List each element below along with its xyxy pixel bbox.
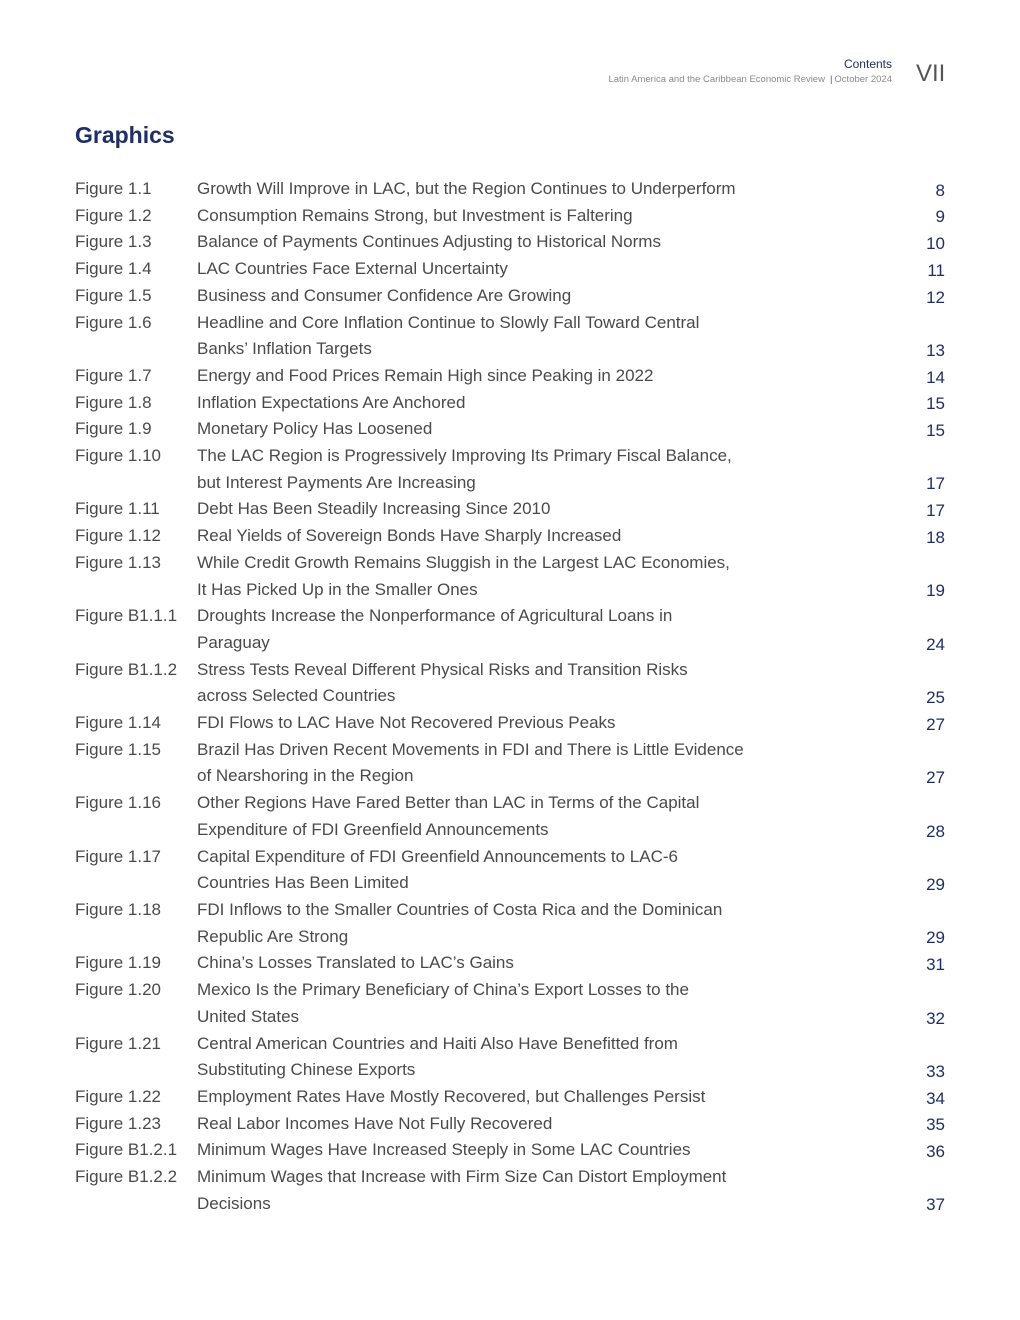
figure-title-line: Droughts Increase the Nonperformance of Agricultural Loans in bbox=[197, 606, 673, 626]
toc-entry[interactable] bbox=[75, 1164, 945, 1217]
figure-label: Figure B1.2.2 bbox=[75, 1167, 178, 1187]
figure-title-line: The LAC Region is Progressively Improving Its Primary Fiscal Balance, bbox=[197, 446, 732, 466]
figure-title bbox=[197, 1111, 787, 1138]
figure-title-line: across Selected Countries bbox=[197, 686, 396, 706]
figure-title-line: Inflation Expectations Are Anchored bbox=[197, 392, 466, 412]
toc-entry[interactable] bbox=[75, 443, 945, 496]
page-reference[interactable]: 15 bbox=[926, 421, 945, 441]
figure-title-line: Headline and Core Inflation Continue to Slowly Fall Toward Central bbox=[197, 312, 700, 332]
page-reference[interactable]: 11 bbox=[927, 260, 945, 280]
figure-title-line: Minimum Wages Have Increased Steeply in Some LAC Countries bbox=[197, 1140, 691, 1160]
figure-title bbox=[197, 523, 787, 550]
header-report-title: Latin America and the Caribbean Economic Review bbox=[608, 74, 825, 85]
figure-title bbox=[197, 1137, 787, 1164]
figure-label: Figure 1.2 bbox=[75, 205, 152, 225]
figure-label: Figure 1.15 bbox=[75, 739, 161, 759]
figure-title-line: Central American Countries and Haiti Also Have Benefitted from bbox=[197, 1033, 678, 1053]
figure-title bbox=[197, 229, 787, 256]
header-date: October 2024 bbox=[834, 74, 892, 85]
figure-title-line: Growth Will Improve in LAC, but the Region Continues to Underperform bbox=[197, 179, 736, 198]
figure-label: Figure 1.5 bbox=[75, 285, 152, 305]
figure-title-line: Stress Tests Reveal Different Physical Risks and Transition Risks bbox=[197, 659, 688, 679]
figure-title-line: Consumption Remains Strong, but Investment is Faltering bbox=[197, 205, 633, 225]
figure-label: Figure 1.3 bbox=[75, 232, 152, 252]
page-reference[interactable]: 17 bbox=[926, 501, 945, 521]
figure-title bbox=[197, 496, 787, 523]
figure-label: Figure 1.22 bbox=[75, 1086, 161, 1106]
figure-title-line: but Interest Payments Are Increasing bbox=[197, 472, 476, 492]
toc-entry[interactable] bbox=[75, 310, 945, 363]
toc-entry[interactable] bbox=[75, 416, 945, 443]
figure-title bbox=[197, 657, 787, 710]
figure-label: Figure 1.7 bbox=[75, 365, 152, 385]
figure-title-line: Monetary Policy Has Loosened bbox=[197, 419, 433, 439]
header-separator: | bbox=[829, 74, 833, 85]
page-reference[interactable]: 9 bbox=[935, 207, 945, 227]
toc-entry[interactable] bbox=[75, 790, 945, 843]
page-reference[interactable]: 24 bbox=[926, 634, 945, 654]
page-reference[interactable]: 19 bbox=[926, 581, 945, 601]
graphics-list bbox=[75, 176, 945, 1217]
figure-title bbox=[197, 1084, 787, 1111]
page-reference[interactable]: 8 bbox=[935, 180, 945, 200]
running-header bbox=[608, 57, 892, 88]
figure-title-line: FDI Flows to LAC Have Not Recovered Previous Peaks bbox=[197, 713, 616, 733]
figure-title bbox=[197, 1031, 787, 1084]
figure-label: Figure 1.6 bbox=[75, 312, 152, 332]
figure-title-line: Energy and Food Prices Remain High since Peaking in 2022 bbox=[197, 365, 654, 385]
figure-title-line: Capital Expenditure of FDI Greenfield Announcements to LAC-6 bbox=[197, 846, 678, 866]
figure-title-line: Other Regions Have Fared Better than LAC in Terms of the Capital bbox=[197, 793, 700, 813]
figure-label: Figure 1.18 bbox=[75, 899, 161, 919]
page-reference[interactable]: 34 bbox=[926, 1088, 945, 1108]
figure-label: Figure B1.2.1 bbox=[75, 1140, 178, 1160]
figure-title-line: While Credit Growth Remains Sluggish in the Largest LAC Economies, bbox=[197, 552, 730, 572]
figure-title-line: Decisions bbox=[197, 1193, 271, 1213]
figure-label: Figure 1.21 bbox=[75, 1033, 161, 1053]
figure-title-line: Substituting Chinese Exports bbox=[197, 1060, 416, 1080]
figure-title bbox=[197, 550, 787, 603]
figure-title bbox=[197, 416, 787, 443]
toc-entry[interactable] bbox=[75, 550, 945, 603]
header-section-title: Contents bbox=[843, 57, 892, 71]
figure-title bbox=[197, 443, 787, 496]
toc-entry[interactable] bbox=[75, 1137, 945, 1164]
figure-title bbox=[197, 603, 787, 656]
page-reference[interactable]: 35 bbox=[926, 1115, 945, 1135]
figure-title bbox=[197, 844, 787, 897]
toc-entry[interactable] bbox=[75, 710, 945, 737]
figure-title-line: Minimum Wages that Increase with Firm Size Can Distort Employment bbox=[197, 1167, 727, 1187]
page-reference[interactable]: 31 bbox=[926, 955, 945, 975]
figure-title-line: Brazil Has Driven Recent Movements in FDI and There is Little Evidence bbox=[197, 739, 744, 759]
page-reference[interactable]: 14 bbox=[926, 367, 945, 387]
toc-entry[interactable] bbox=[75, 1111, 945, 1138]
figure-title bbox=[197, 977, 787, 1030]
figure-label: Figure 1.1 bbox=[75, 179, 152, 198]
figure-title-line: Expenditure of FDI Greenfield Announcements bbox=[197, 819, 549, 839]
toc-entry[interactable] bbox=[75, 229, 945, 256]
page-reference[interactable]: 33 bbox=[926, 1061, 945, 1081]
toc-entry[interactable] bbox=[75, 657, 945, 710]
figure-title bbox=[197, 790, 787, 843]
page-reference[interactable]: 36 bbox=[926, 1142, 945, 1162]
figure-label: Figure 1.17 bbox=[75, 846, 161, 866]
header-report-line bbox=[608, 72, 892, 88]
figure-title bbox=[197, 950, 787, 977]
page-number: VII bbox=[916, 60, 946, 87]
figure-label: Figure 1.4 bbox=[75, 259, 152, 279]
figure-label: Figure 1.20 bbox=[75, 980, 161, 1000]
toc-entry[interactable] bbox=[75, 203, 945, 230]
page-reference[interactable]: 29 bbox=[926, 874, 945, 894]
page-reference[interactable]: 27 bbox=[926, 714, 945, 734]
figure-label: Figure 1.11 bbox=[75, 499, 160, 519]
figure-title-line: Real Labor Incomes Have Not Fully Recovered bbox=[197, 1113, 553, 1133]
figure-label: Figure B1.1.2 bbox=[75, 659, 178, 679]
figure-title-line: Paraguay bbox=[197, 632, 270, 652]
page-reference[interactable]: 29 bbox=[926, 928, 945, 948]
figure-label: Figure B1.1.1 bbox=[75, 606, 178, 626]
figure-label: Figure 1.10 bbox=[75, 446, 161, 466]
toc-entry[interactable] bbox=[75, 496, 945, 523]
figure-title bbox=[197, 897, 787, 950]
page-reference[interactable]: 17 bbox=[926, 474, 945, 494]
figure-title bbox=[197, 256, 787, 283]
page-reference[interactable]: 27 bbox=[926, 768, 945, 788]
figure-label: Figure 1.16 bbox=[75, 793, 161, 813]
figure-label: Figure 1.8 bbox=[75, 392, 152, 412]
figure-label: Figure 1.12 bbox=[75, 526, 161, 546]
figure-title bbox=[197, 1164, 787, 1217]
toc-entry[interactable] bbox=[75, 950, 945, 977]
figure-label: Figure 1.13 bbox=[75, 552, 161, 572]
figure-title bbox=[197, 737, 787, 790]
toc-entry[interactable] bbox=[75, 737, 945, 790]
figure-title-line: Mexico Is the Primary Beneficiary of China’s Export Losses to the bbox=[197, 980, 689, 1000]
toc-entry[interactable] bbox=[75, 283, 945, 310]
page-reference[interactable]: 18 bbox=[926, 527, 945, 547]
figure-title bbox=[197, 310, 787, 363]
page-reference[interactable]: 25 bbox=[926, 688, 945, 708]
figure-title-line: Republic Are Strong bbox=[197, 926, 349, 946]
figure-title-line: United States bbox=[197, 1006, 300, 1026]
figure-title-line: Real Yields of Sovereign Bonds Have Sharply Increased bbox=[197, 526, 622, 546]
figure-title-line: Employment Rates Have Mostly Recovered, but Challenges Persist bbox=[197, 1086, 706, 1106]
toc-entry[interactable] bbox=[75, 1084, 945, 1111]
figure-title-line: LAC Countries Face External Uncertainty bbox=[197, 259, 508, 279]
toc-entry[interactable] bbox=[75, 1031, 945, 1084]
figure-title-line: Business and Consumer Confidence Are Growing bbox=[197, 285, 572, 305]
page-reference[interactable]: 13 bbox=[926, 340, 945, 360]
figure-title-line: Banks’ Inflation Targets bbox=[197, 339, 372, 359]
figure-title bbox=[197, 176, 787, 203]
toc-entry[interactable] bbox=[75, 977, 945, 1030]
figure-title-line: Countries Has Been Limited bbox=[197, 873, 409, 893]
page-reference[interactable]: 32 bbox=[926, 1008, 945, 1028]
page-reference[interactable]: 37 bbox=[926, 1195, 945, 1215]
figure-title-line: Balance of Payments Continues Adjusting to Historical Norms bbox=[197, 232, 661, 252]
page-reference[interactable]: 15 bbox=[926, 394, 945, 414]
figure-title-line: Debt Has Been Steadily Increasing Since 2010 bbox=[197, 499, 551, 519]
figure-label: Figure 1.9 bbox=[75, 419, 152, 439]
figure-title bbox=[197, 710, 787, 737]
figure-title bbox=[197, 203, 787, 230]
figure-title bbox=[197, 390, 787, 417]
page-reference[interactable]: 10 bbox=[926, 234, 945, 254]
page-title: Graphics bbox=[75, 122, 175, 148]
figure-title bbox=[197, 283, 787, 310]
toc-entry[interactable] bbox=[75, 523, 945, 550]
figure-label: Figure 1.14 bbox=[75, 713, 161, 733]
toc-entry[interactable] bbox=[75, 390, 945, 417]
toc-entry[interactable] bbox=[75, 897, 945, 950]
toc-entry[interactable] bbox=[75, 363, 945, 390]
figure-title bbox=[197, 363, 787, 390]
page-reference[interactable]: 12 bbox=[926, 287, 945, 307]
toc-entry[interactable] bbox=[75, 603, 945, 656]
figure-title-line: It Has Picked Up in the Smaller Ones bbox=[197, 579, 478, 599]
page-reference[interactable]: 28 bbox=[926, 821, 945, 841]
toc-entry[interactable] bbox=[75, 176, 945, 203]
figure-label: Figure 1.23 bbox=[75, 1113, 161, 1133]
toc-entry[interactable] bbox=[75, 256, 945, 283]
toc-entry[interactable] bbox=[75, 844, 945, 897]
figure-label: Figure 1.19 bbox=[75, 953, 161, 973]
figure-title-line: FDI Inflows to the Smaller Countries of Costa Rica and the Dominican bbox=[197, 899, 723, 919]
figure-title-line: of Nearshoring in the Region bbox=[197, 766, 414, 786]
figure-title-line: China’s Losses Translated to LAC’s Gains bbox=[197, 953, 514, 973]
